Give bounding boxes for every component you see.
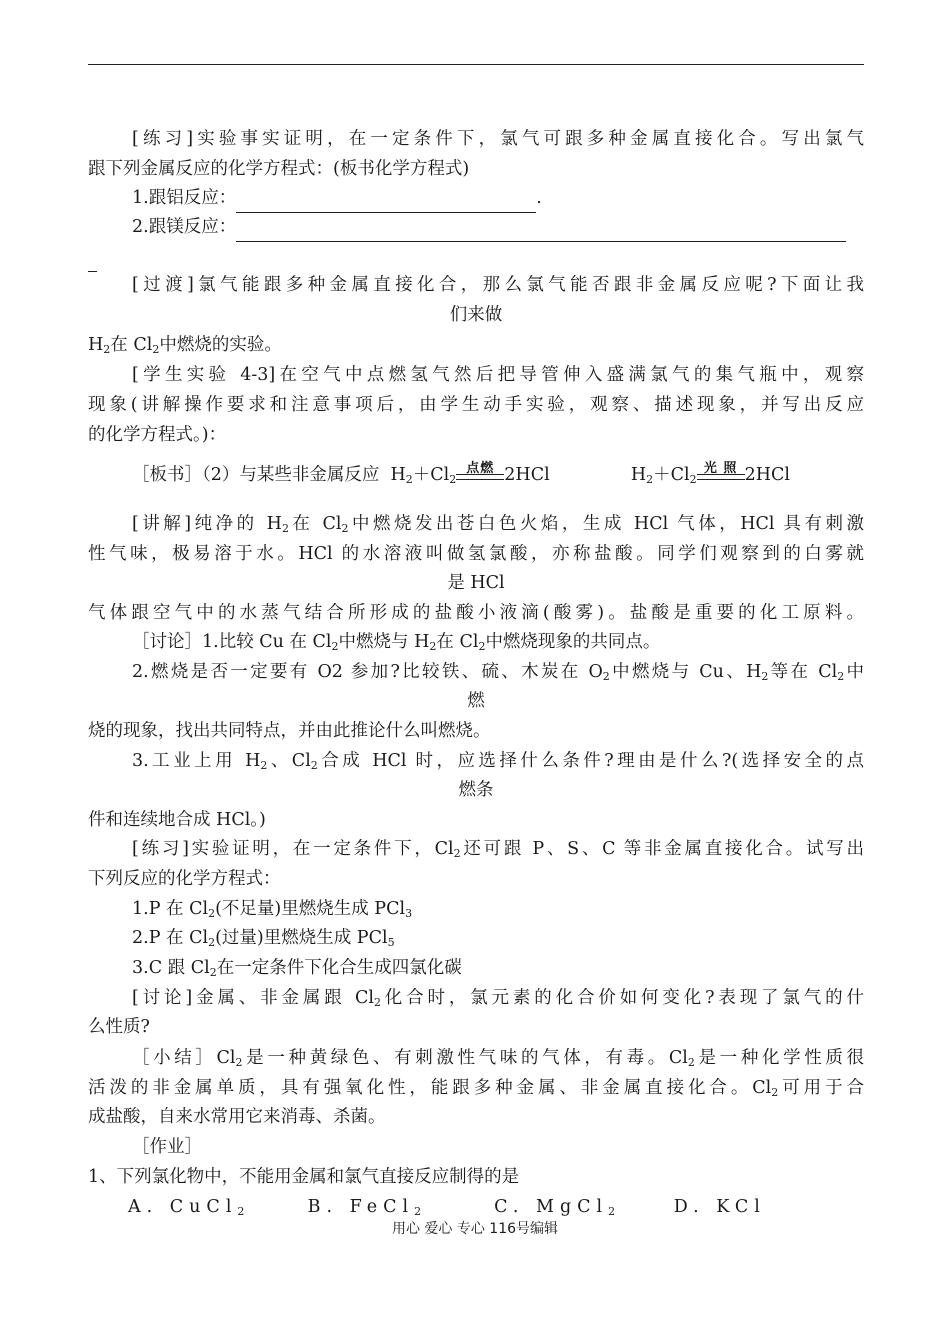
experiment-line-3: 的化学方程式。)： — [88, 425, 227, 445]
lecture-line-4: 气体跟空气中的水蒸气结合所形成的盐酸小液滴(酸雾)。盐酸是重要的化工原料。 — [88, 603, 864, 623]
discussion-q3-line2: 燃条 — [458, 780, 494, 800]
practice2-item-1: 1.P 在 $Cl_2$(不足量)里燃烧生成 PCl$_3$ — [132, 899, 413, 920]
practice-line-1: [练习]实验事实证明，在一定条件下，氯气可跟多种金属直接化合。写出氯气 — [132, 129, 864, 149]
practice2-line-1: [练习]实验证明，在一定条件下，$Cl_2$还可跟 P、S、C 等非金属直接化合。试写出 — [132, 839, 865, 860]
discussion-q3-line3: 件和连续地合成 HCl。) — [88, 810, 266, 830]
transition-line-1: [过渡]氯气能跟多种金属直接化合，那么氯气能否跟非金属反应呢?下面让我 — [132, 275, 864, 295]
transition-line-3: $H_2$在 $Cl_2$中燃烧的实验。 — [88, 335, 282, 356]
option-a: A. CuCl$_2$ — [128, 1197, 251, 1218]
summary-line-3: 成盐酸，自来水常用它来消毒、杀菌。 — [88, 1107, 386, 1127]
summary-line-2: 活泼的非金属单质，具有强氧化性，能跟多种金属、非金属直接化合。$Cl_2$可用于合 — [88, 1078, 864, 1099]
option-d: D. KCl — [673, 1197, 766, 1217]
discussion-q2: 2.燃烧是否一定要有 O2 参加?比较铁、硫、木炭在 $O_2$中燃烧与 Cu、$H_2$等在 $Cl_2$中 — [132, 662, 865, 683]
discussion2-line-1: [讨论]金属、非金属跟 $Cl_2$化合时，氯元素的化合价如何变化?表现了氯气的什 — [132, 988, 864, 1009]
practice2-line-2: 下列反应的化学方程式： — [88, 869, 281, 889]
experiment-line-1: [学生实验 4-3]在空气中点燃氢气然后把导管伸入盛满氯气的集气瓶中，观察 — [132, 365, 864, 385]
homework-question-1: 1、下列氯化物中，不能用金属和氯气直接反应制得的是 — [88, 1167, 520, 1187]
discussion-q3: 3.工业上用 $H_2$、$Cl_2$合成 HCl 时，应选择什么条件?理由是什么?(选择安全的点 — [132, 751, 864, 772]
equation-h2-cl2-ignite: $H_2+Cl_2$ 点燃 2HCl — [390, 461, 550, 486]
page-footer: 用心 爱心 专心 116号编辑 — [391, 1221, 559, 1237]
board-prefix: ［板书］（2）与某些非金属反应 — [132, 465, 380, 485]
equation-h2-cl2-light: $H_2+Cl_2$ 光 照 2HCl — [630, 461, 790, 486]
option-b: B. FeCl$_2$ — [307, 1197, 428, 1218]
practice-item-aluminum — [88, 183, 864, 213]
option-c: C. MgCl$_2$ — [494, 1197, 622, 1218]
discussion-q2-line2: 燃 — [467, 691, 485, 711]
discussion2-line-2: 么性质? — [88, 1017, 150, 1037]
item-end: . — [536, 188, 542, 208]
lecture-line-2: 性气味，极易溶于水。HCl 的水溶液叫做氢氯酸，亦称盐酸。同学们观察到的白雾就 — [88, 544, 864, 564]
item-label: 2.跟镁反应： — [132, 217, 237, 237]
stray-underline — [88, 242, 864, 272]
discussion-q1: ［讨论］1.比较 Cu 在 $Cl_2$中燃烧与 $H_2$在 $Cl_2$中燃烧现象的共同点。 — [132, 632, 661, 653]
board-equations — [88, 460, 864, 490]
experiment-line-2: 现象(讲解操作要求和注意事项后，由学生动手实验，观察、描述现象，并写出反应 — [88, 395, 864, 415]
header-rule — [88, 64, 864, 65]
practice2-item-2: 2.P 在 $Cl_2$(过量)里燃烧生成 PCl$_5$ — [132, 928, 395, 949]
homework-label: ［作业］ — [132, 1137, 202, 1157]
answer-blank — [236, 190, 536, 213]
discussion-q2-line3: 烧的现象，找出共同特点，并由此推论什么叫燃烧。 — [88, 721, 491, 741]
answer-blank — [236, 219, 846, 242]
summary-line-1: ［小结$]Cl_2$是一种黄绿色、有刺激性气味的气体，有毒。$Cl_2$是一种化学性质很 — [132, 1048, 864, 1069]
transition-line-2: 们来做 — [449, 305, 503, 325]
practice2-item-3: 3.C 跟 $Cl_2$在一定条件下化合生成四氯化碳 — [132, 958, 462, 979]
practice-item-magnesium — [88, 212, 864, 242]
practice-line-2: 跟下列金属反应的化学方程式：(板书化学方程式) — [88, 159, 470, 179]
lecture-line-3: 是 HCl — [447, 573, 505, 593]
item-label: 1.跟铝反应： — [132, 188, 237, 208]
lecture-line-1: [讲解]纯净的 $H_2$在 $Cl_2$中燃烧发出苍白色火焰，生成 HCl 气体，HCl 具有刺激 — [132, 514, 864, 535]
